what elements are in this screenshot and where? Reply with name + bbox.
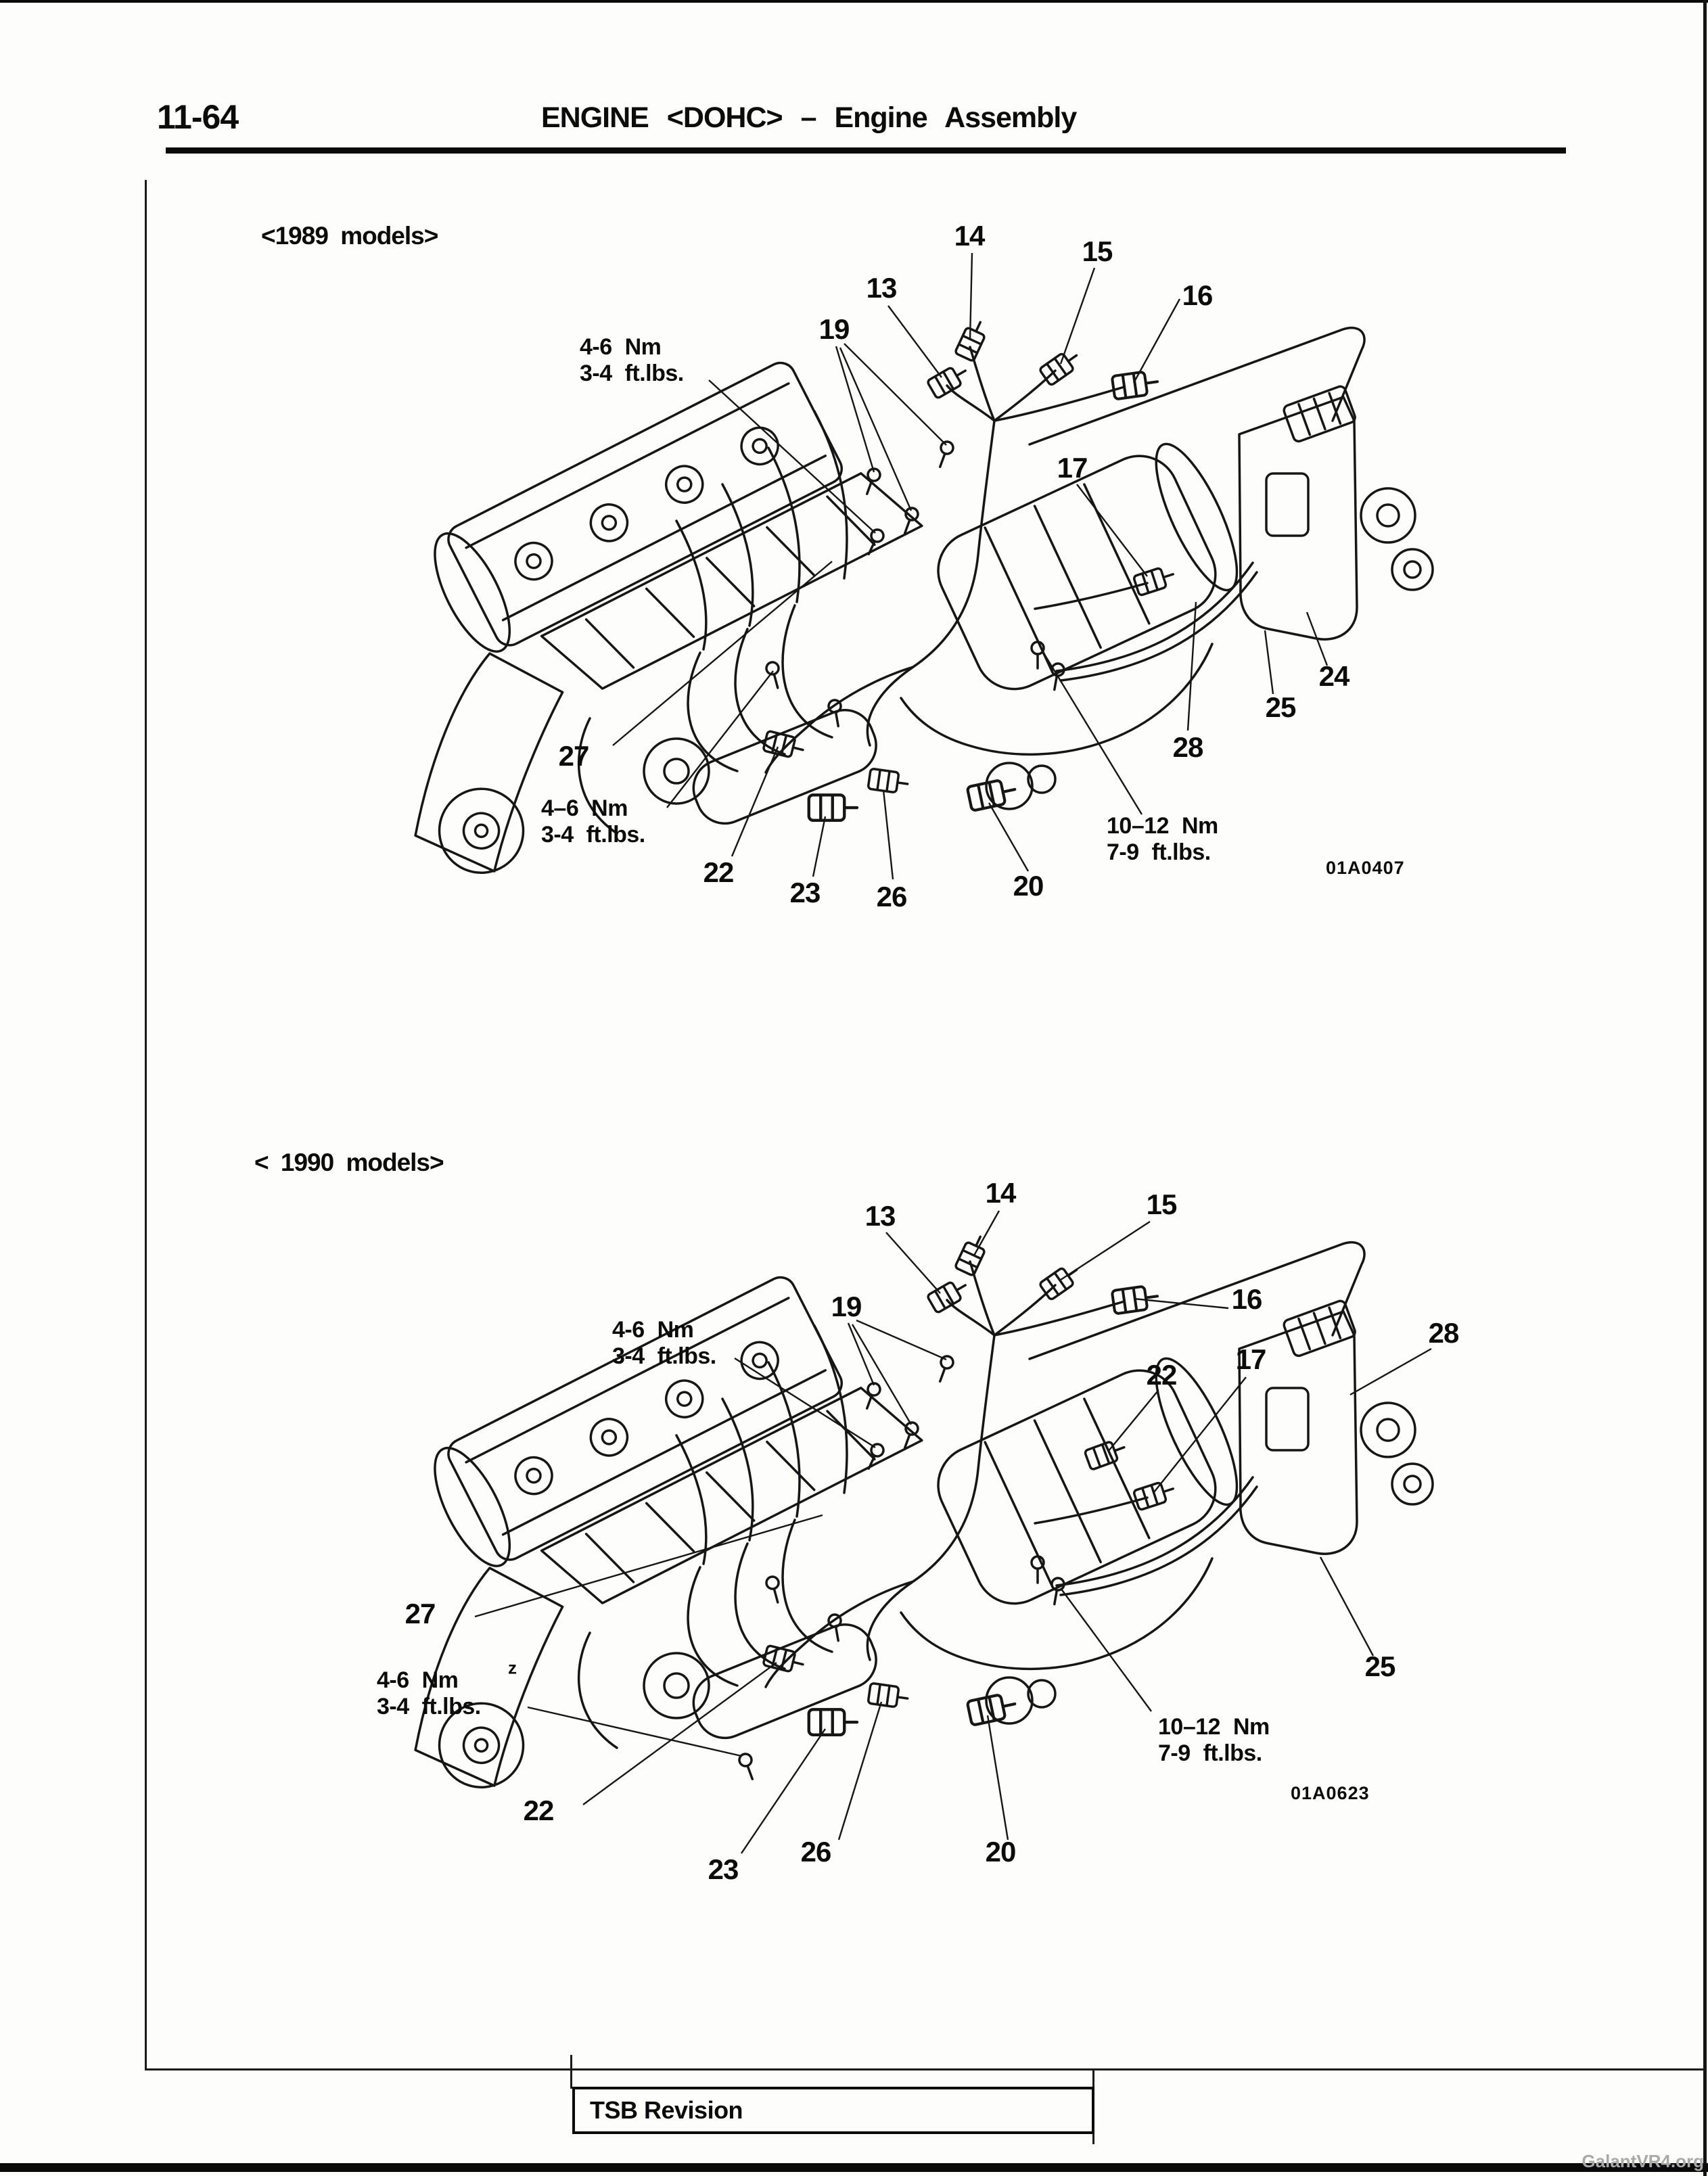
callout-19: 19 bbox=[818, 313, 850, 345]
watermark: GalantVR4.org bbox=[1582, 2151, 1704, 2171]
callout-28: 28 bbox=[1172, 731, 1203, 763]
callout-13: 13 bbox=[864, 1200, 896, 1232]
torque-note: 10–12 Nm 7-9 ft.lbs. bbox=[1158, 1714, 1270, 1766]
caption-1989-models: <1989 models> bbox=[261, 222, 438, 250]
callout-28: 28 bbox=[1428, 1317, 1459, 1349]
bottom-rule bbox=[0, 2163, 1708, 2172]
callout-20: 20 bbox=[1013, 870, 1044, 902]
footer-rule bbox=[145, 2068, 1705, 2070]
figure-1989-engine-assembly bbox=[145, 189, 1705, 947]
tsb-revision-label: TSB Revision bbox=[590, 2096, 743, 2124]
page-number: 11-64 bbox=[157, 98, 239, 136]
callout-14: 14 bbox=[954, 220, 985, 252]
torque-note: 4-6 Nm 3-4 ft.lbs. bbox=[580, 334, 684, 386]
page-title: ENGINE <DOHC> – Engine Assembly bbox=[541, 101, 1077, 134]
callout-23: 23 bbox=[789, 877, 821, 908]
figure-code: 01A0407 bbox=[1326, 858, 1405, 878]
torque-note: 10–12 Nm 7-9 ft.lbs. bbox=[1107, 813, 1218, 865]
callout-16: 16 bbox=[1231, 1283, 1262, 1315]
callout-15: 15 bbox=[1146, 1188, 1177, 1220]
tsb-box-left-tick bbox=[570, 2055, 572, 2089]
callout-25: 25 bbox=[1265, 691, 1296, 723]
callout-19: 19 bbox=[831, 1291, 862, 1322]
callout-25: 25 bbox=[1364, 1650, 1395, 1682]
engine-diagram-1989 bbox=[145, 189, 1705, 947]
callout-26: 26 bbox=[800, 1836, 831, 1868]
callout-15: 15 bbox=[1082, 235, 1113, 267]
callout-z: z bbox=[508, 1657, 516, 1678]
callout-14: 14 bbox=[985, 1177, 1016, 1209]
callout-17: 17 bbox=[1057, 452, 1088, 484]
callout-22: 22 bbox=[1146, 1359, 1177, 1391]
header-rule bbox=[166, 147, 1566, 154]
callout-23: 23 bbox=[708, 1853, 739, 1885]
callout-16: 16 bbox=[1182, 279, 1213, 311]
callout-22: 22 bbox=[523, 1795, 554, 1826]
callout-24: 24 bbox=[1318, 660, 1349, 692]
callout-20: 20 bbox=[985, 1836, 1016, 1868]
callout-27: 27 bbox=[405, 1598, 436, 1629]
torque-note: 4–6 Nm 3-4 ft.lbs. bbox=[541, 795, 645, 848]
callout-22: 22 bbox=[703, 856, 734, 888]
callout-13: 13 bbox=[866, 272, 897, 304]
caption-1990-models: < 1990 models> bbox=[254, 1149, 444, 1176]
top-edge-line bbox=[0, 0, 1708, 3]
engine-diagram-1990 bbox=[145, 1136, 1705, 1894]
tsb-revision-box bbox=[572, 2087, 1094, 2134]
torque-note: 4-6 Nm 3-4 ft.lbs. bbox=[377, 1667, 481, 1719]
callout-27: 27 bbox=[558, 740, 589, 772]
figure-1990-engine-assembly bbox=[145, 1136, 1705, 1894]
callout-26: 26 bbox=[876, 881, 907, 912]
torque-note: 4-6 Nm 3-4 ft.lbs. bbox=[612, 1317, 716, 1369]
figure-code: 01A0623 bbox=[1291, 1783, 1370, 1803]
callout-17: 17 bbox=[1235, 1343, 1266, 1375]
